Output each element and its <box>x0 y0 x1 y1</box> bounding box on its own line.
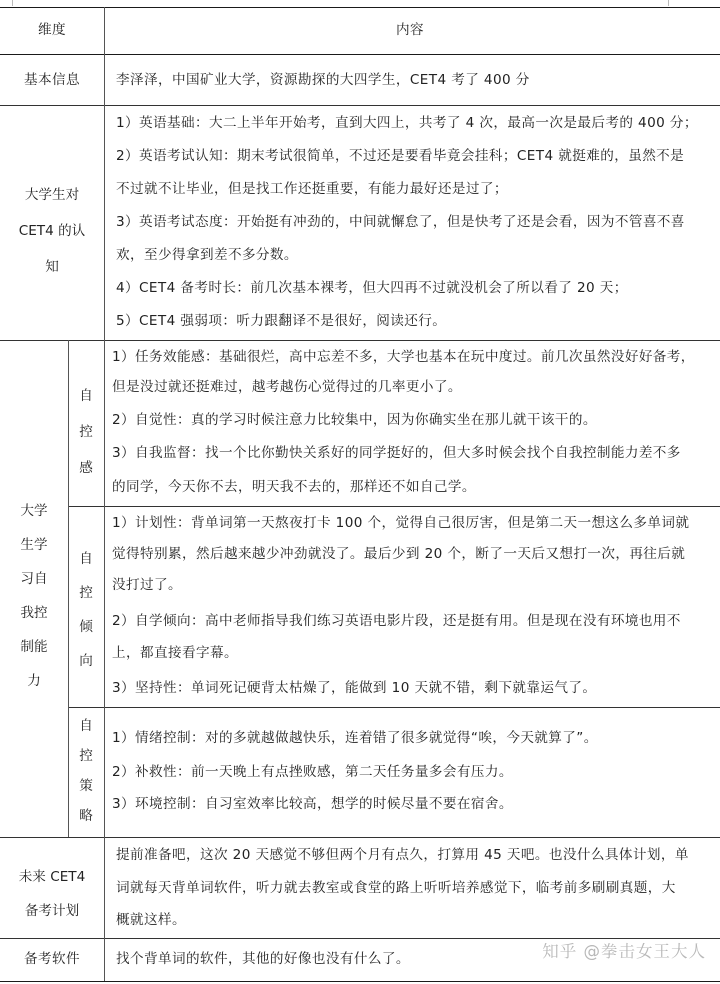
label-line: 习自 <box>20 571 48 587</box>
sense-line: 1）任务效能感：基础很烂，高中忘差不多，大学也基本在玩中度过。前几次虽然没好好备考， <box>112 349 695 365</box>
table-bottom-rule <box>0 981 720 982</box>
label-char: 策 <box>79 778 93 794</box>
label-char: 倾 <box>79 619 93 635</box>
sub-label-sense <box>68 378 104 486</box>
strategy-line: 3）环境控制：自习室效率比较高，想学的时候尽量不要在宿舍。 <box>112 796 513 812</box>
label-line: 未来 CET4 <box>18 869 86 885</box>
label-line: 知 <box>45 259 59 275</box>
strategy-line: 2）补救性：前一天晚上有点挫败感，第二天任务量多会有压力。 <box>112 764 513 780</box>
sub-label-tendency <box>68 542 104 678</box>
header-content: 内容 <box>396 22 424 38</box>
row-divider <box>0 340 720 341</box>
tendency-line: 没打过了。 <box>112 577 182 593</box>
header-bottom-rule <box>0 54 720 55</box>
label-char: 控 <box>79 424 93 440</box>
row-text-software: 找个背单词的软件，其他的好像也没有什么了。 <box>116 951 410 967</box>
cognition-line: 欢，至少得拿到差不多分数。 <box>116 247 298 263</box>
sub-label-strategy <box>68 711 104 831</box>
label-char: 略 <box>79 808 93 824</box>
label-line: 制能 <box>20 639 48 655</box>
label-line: 大学 <box>20 503 48 519</box>
row-divider <box>0 837 720 838</box>
row-label-self-control <box>0 494 68 698</box>
sense-line: 但是没过就还挺难过，越考越伤心觉得过的几率更小了。 <box>112 379 462 395</box>
header-dimension: 维度 <box>38 22 66 38</box>
label-line: 备考计划 <box>24 903 80 919</box>
label-line: 生学 <box>20 537 48 553</box>
label-char: 自 <box>79 551 93 567</box>
cognition-line: 不过就不让毕业，但是找工作还挺重要，有能力最好还是过了； <box>116 181 508 197</box>
future-line: 提前准备吧，这次 20 天感觉不够但两个月有点久，打算用 45 天吧。也没什么具体计划，单 <box>116 847 689 863</box>
column-divider <box>104 340 105 837</box>
label-line: CET4 的认 <box>18 223 86 239</box>
label-line: 我控 <box>20 605 48 621</box>
cognition-line: 5）CET4 强弱项：听力跟翻译不是很好，阅读还行。 <box>116 313 447 329</box>
sub-row-divider <box>68 506 720 507</box>
tendency-line: 1）计划性：背单词第一天熬夜打卡 100 个，觉得自己很厉害，但是第二天一想这么多单词就 <box>112 515 690 531</box>
label-char: 自 <box>79 388 93 404</box>
sense-line: 2）自觉性：真的学习时候注意力比较集中，因为你确实坐在那儿就干该干的。 <box>112 412 597 428</box>
sense-line: 3）自我监督：找一个比你勤快关系好的同学挺好的，但大多时候会找个自我控制能力差不多 <box>112 445 681 461</box>
sub-row-divider <box>68 707 720 708</box>
cognition-line: 1）英语基础：大二上半年开始考，直到大四上，共考了 4 次，最高一次是最后考的 400 分； <box>116 115 698 131</box>
cognition-line: 2）英语考试认知：期末考试很简单，不过还是要看毕竟会挂科；CET4 就挺难的，虽然不是 <box>116 148 685 164</box>
tendency-line: 上，都直接看字幕。 <box>112 645 238 661</box>
label-char: 感 <box>79 460 93 476</box>
label-line: 大学生对 <box>24 187 80 203</box>
label-line: 力 <box>27 673 41 689</box>
row-divider <box>0 105 720 106</box>
sense-line: 的同学，今天你不去，明天我不去的，那样还不如自己学。 <box>112 479 476 495</box>
row-label-basic: 基本信息 <box>24 72 80 88</box>
tendency-line: 2）自学倾向：高中老师指导我们练习英语电影片段，还是挺有用。但是现在没有环境也用不 <box>112 613 681 629</box>
strategy-line: 1）情绪控制：对的多就越做越快乐，连着错了很多就觉得“唉，今天就算了”。 <box>112 730 598 746</box>
future-line: 词就每天背单词软件，听力就去教室或食堂的路上听听培养感觉下，临考前多刷刷真题，大 <box>116 880 676 896</box>
row-label-software: 备考软件 <box>24 951 80 967</box>
label-char: 控 <box>79 585 93 601</box>
row-label-cognition <box>0 177 104 285</box>
zhihu-watermark: 知乎 @拳击女王大人 <box>542 942 706 961</box>
cognition-line: 4）CET4 备考时长：前几次基本裸考，但大四再不过就没机会了所以看了 20 天； <box>116 280 628 296</box>
page-corner-mark <box>668 0 675 6</box>
tendency-line: 3）坚持性：单词死记硬背太枯燥了，能做到 10 天就不错，剩下就靠运气了。 <box>112 680 597 696</box>
label-char: 自 <box>79 718 93 734</box>
future-line: 概就这样。 <box>116 912 186 928</box>
cognition-line: 3）英语考试态度：开始挺有冲劲的，中间就懈怠了，但是快考了还是会看，因为不管喜不喜 <box>116 214 685 230</box>
row-label-future <box>0 860 104 928</box>
tendency-line: 觉得特别累，然后越来越少冲劲就没了。最后少到 20 个，断了一天后又想打一次，再往后就 <box>112 546 686 562</box>
page-corner-mark <box>12 0 19 6</box>
column-divider <box>104 837 105 981</box>
row-text-basic: 李泽泽，中国矿业大学，资源勘探的大四学生，CET4 考了 400 分 <box>116 72 530 88</box>
label-char: 向 <box>79 653 93 669</box>
label-char: 控 <box>79 748 93 764</box>
column-divider <box>104 7 105 340</box>
table-top-rule <box>0 7 720 8</box>
